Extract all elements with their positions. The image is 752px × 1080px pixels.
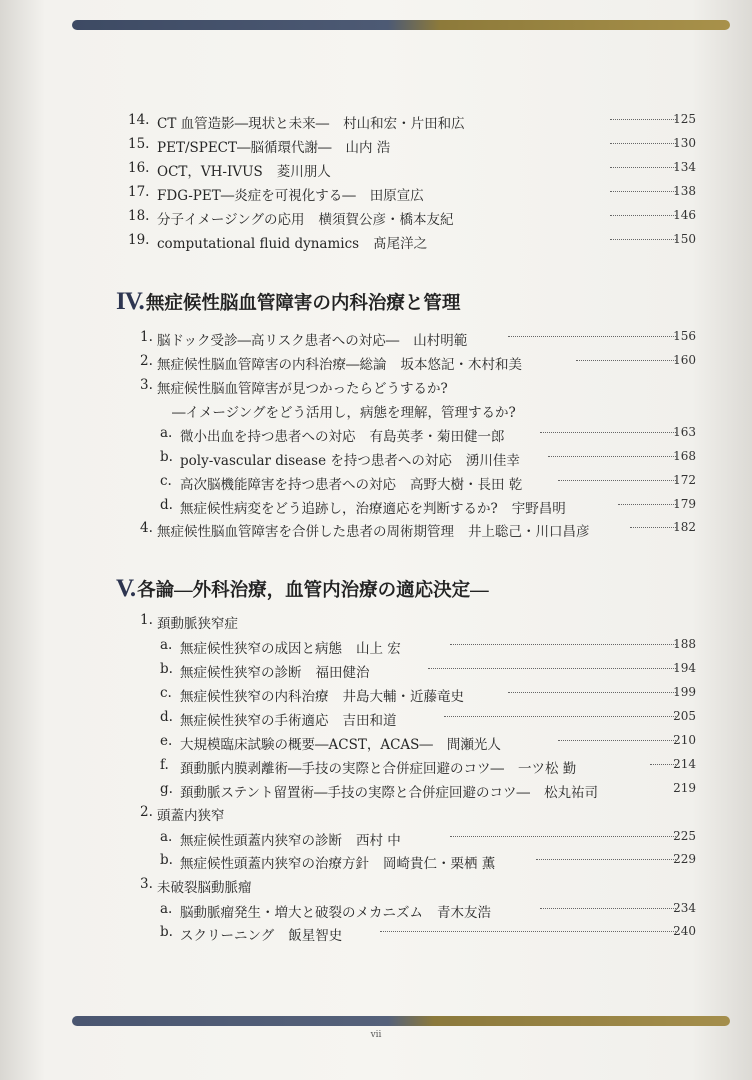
entry-number: 2. bbox=[140, 353, 153, 369]
entry-text bbox=[180, 473, 522, 493]
toc-entry bbox=[0, 709, 752, 731]
entry-number: 14. bbox=[128, 112, 150, 128]
toc-entry bbox=[0, 112, 752, 134]
toc-entry bbox=[0, 829, 752, 851]
entry-title: 無症候性頭蓋内狭窄の診断 bbox=[180, 833, 342, 849]
entry-author: 青木友浩 bbox=[437, 905, 491, 921]
toc-entry bbox=[0, 901, 752, 923]
entry-author: 西村 中 bbox=[356, 833, 401, 849]
entry-number: e. bbox=[160, 733, 173, 749]
entry-number: a. bbox=[160, 637, 173, 653]
entry-text bbox=[157, 612, 238, 632]
entry-text bbox=[180, 449, 520, 469]
entry-text bbox=[180, 757, 576, 777]
toc-entry bbox=[0, 685, 752, 707]
dot-leader bbox=[650, 764, 676, 765]
entry-author: 福田健治 bbox=[315, 665, 370, 681]
entry-title: 分子イメージングの応用 bbox=[157, 212, 305, 228]
entry-title: computational fluid dynamics bbox=[157, 236, 360, 252]
toc-entry bbox=[0, 520, 752, 542]
entry-number: 3. bbox=[140, 876, 153, 892]
entry-number: 16. bbox=[128, 160, 150, 176]
section-heading bbox=[116, 575, 489, 603]
entry-text bbox=[157, 520, 590, 540]
entry-text bbox=[157, 329, 467, 349]
entry-page: 240 bbox=[673, 924, 696, 938]
entry-author: 岡崎貴仁・栗栖 薫 bbox=[383, 856, 496, 872]
entry-author: 山村明範 bbox=[413, 333, 468, 349]
entry-author: 山上 宏 bbox=[356, 641, 401, 657]
entry-page: 188 bbox=[673, 637, 696, 651]
entry-text bbox=[180, 829, 401, 849]
dot-leader bbox=[508, 336, 676, 337]
entry-number: c. bbox=[160, 473, 172, 489]
entry-page: 179 bbox=[673, 497, 696, 511]
entry-number: 15. bbox=[128, 136, 150, 152]
toc-entry bbox=[0, 160, 752, 182]
entry-title: 脳動脈瘤発生・増大と破裂のメカニズム bbox=[180, 905, 423, 921]
entry-page: 219 bbox=[673, 781, 696, 795]
toc-entry bbox=[0, 757, 752, 779]
top-decorative-bar bbox=[72, 20, 730, 30]
entry-title: 無症候性脳血管障害が見つかったらどうするか? bbox=[157, 381, 448, 397]
section-heading bbox=[116, 288, 460, 316]
entry-title: 微小出血を持つ患者への対応 bbox=[180, 429, 356, 445]
entry-author: 湧川佳幸 bbox=[465, 453, 520, 469]
entry-page: 146 bbox=[673, 208, 696, 222]
dot-leader bbox=[450, 644, 676, 645]
entry-text bbox=[180, 733, 501, 753]
entry-text bbox=[157, 208, 454, 228]
dot-leader bbox=[450, 836, 676, 837]
entry-title: 頚動脈ステント留置術―手技の実際と合併症回避のコツ― bbox=[180, 785, 531, 801]
entry-title: FDG-PET―炎症を可視化する― bbox=[157, 188, 356, 204]
entry-author: 井島大輔・近藤竜史 bbox=[342, 689, 464, 705]
page-number: vii bbox=[370, 1030, 382, 1040]
entry-page: 160 bbox=[673, 353, 696, 367]
toc-entry bbox=[0, 781, 752, 803]
toc-entry-continuation bbox=[0, 401, 752, 423]
toc-entry bbox=[0, 637, 752, 659]
entry-title: 無症候性狭窄の内科治療 bbox=[180, 689, 329, 705]
toc-entry bbox=[0, 136, 752, 158]
toc-entry bbox=[0, 852, 752, 874]
entry-number: a. bbox=[160, 901, 173, 917]
toc-entry bbox=[0, 232, 752, 254]
entry-title: 無症候性狭窄の成因と病態 bbox=[180, 641, 342, 657]
entry-page: 210 bbox=[673, 733, 696, 747]
entry-page: 134 bbox=[673, 160, 696, 174]
entry-title: OCT，VH-IVUS bbox=[157, 164, 263, 180]
entry-text bbox=[172, 401, 516, 421]
entry-author: 松丸祐司 bbox=[544, 785, 599, 801]
entry-number: 1. bbox=[140, 612, 153, 628]
dot-leader bbox=[610, 215, 676, 216]
toc-entry bbox=[0, 612, 752, 634]
entry-page: 138 bbox=[673, 184, 696, 198]
entry-author: 坂本悠記・木村和美 bbox=[400, 357, 522, 373]
dot-leader bbox=[558, 480, 676, 481]
entry-text bbox=[180, 901, 491, 921]
entry-text bbox=[157, 136, 390, 156]
entry-page: 229 bbox=[673, 852, 696, 866]
entry-title: 脳ドック受診―高リスク患者への対応― bbox=[157, 333, 400, 349]
entry-text bbox=[157, 353, 522, 373]
bottom-decorative-bar bbox=[72, 1016, 730, 1026]
toc-entry bbox=[0, 449, 752, 471]
entry-author: 一ツ松 勤 bbox=[518, 761, 577, 777]
toc-entry bbox=[0, 804, 752, 826]
dot-leader bbox=[540, 432, 676, 433]
entry-page: 205 bbox=[673, 709, 696, 723]
entry-number: 4. bbox=[140, 520, 153, 536]
entry-title: 無症候性狭窄の手術適応 bbox=[180, 713, 329, 729]
dot-leader bbox=[444, 716, 676, 717]
entry-title: PET/SPECT―脳循環代謝― bbox=[157, 140, 332, 156]
entry-page: 130 bbox=[673, 136, 696, 150]
entry-text bbox=[180, 781, 598, 801]
dot-leader bbox=[508, 692, 676, 693]
entry-text bbox=[180, 924, 342, 944]
entry-number: 3. bbox=[140, 377, 153, 393]
dot-leader bbox=[610, 143, 676, 144]
entry-author: 髙尾洋之 bbox=[373, 236, 428, 252]
entry-text bbox=[157, 804, 225, 824]
toc-entry bbox=[0, 184, 752, 206]
entry-author: 山内 浩 bbox=[345, 140, 391, 156]
entry-title: poly-vascular disease を持つ患者への対応 bbox=[180, 453, 452, 469]
entry-page: 194 bbox=[673, 661, 696, 675]
entry-number: b. bbox=[160, 852, 173, 868]
entry-page: 168 bbox=[673, 449, 696, 463]
entry-text bbox=[180, 661, 370, 681]
entry-title: 無症候性病変をどう追跡し，治療適応を判断するか? bbox=[180, 501, 498, 517]
entry-text bbox=[180, 425, 505, 445]
dot-leader bbox=[610, 119, 676, 120]
entry-page: 172 bbox=[673, 473, 696, 487]
toc-entry bbox=[0, 497, 752, 519]
toc-entry bbox=[0, 377, 752, 399]
entry-author: 宇野昌明 bbox=[511, 501, 566, 517]
entry-number: 2. bbox=[140, 804, 153, 820]
entry-author: 高野大樹・長田 乾 bbox=[410, 477, 523, 493]
dot-leader bbox=[576, 360, 676, 361]
entry-text bbox=[180, 685, 464, 705]
entry-page: 125 bbox=[673, 112, 696, 126]
entry-page: 150 bbox=[673, 232, 696, 246]
dot-leader bbox=[428, 668, 676, 669]
entry-author: 飯星智史 bbox=[288, 928, 343, 944]
dot-leader bbox=[630, 527, 676, 528]
entry-text bbox=[180, 637, 401, 657]
entry-page: 156 bbox=[673, 329, 696, 343]
dot-leader bbox=[540, 908, 676, 909]
dot-leader bbox=[618, 504, 676, 505]
entry-title: スクリーニング bbox=[180, 928, 275, 944]
dot-leader bbox=[380, 931, 676, 932]
entry-text bbox=[157, 184, 424, 204]
entry-page: 225 bbox=[673, 829, 696, 843]
entry-number: 18. bbox=[128, 208, 150, 224]
section-number: IV. bbox=[116, 288, 144, 315]
entry-number: b. bbox=[160, 661, 173, 677]
entry-title: 頚動脈狭窄症 bbox=[157, 616, 238, 632]
entry-number: c. bbox=[160, 685, 172, 701]
section-title: 無症候性脳血管障害の内科治療と管理 bbox=[145, 294, 461, 314]
entry-text bbox=[180, 709, 397, 729]
entry-page: 214 bbox=[673, 757, 696, 771]
entry-author: 有島英孝・菊田健一郎 bbox=[369, 429, 505, 445]
dot-leader bbox=[610, 239, 676, 240]
entry-number: 19. bbox=[128, 232, 150, 248]
section-title: 各論―外科治療，血管内治療の適応決定― bbox=[137, 581, 489, 601]
entry-page: 234 bbox=[673, 901, 696, 915]
entry-title: 頭蓋内狭窄 bbox=[157, 808, 225, 824]
entry-number: g. bbox=[160, 781, 173, 797]
dot-leader bbox=[558, 740, 676, 741]
entry-text bbox=[157, 377, 448, 397]
entry-title: 高次脳機能障害を持つ患者への対応 bbox=[180, 477, 396, 493]
entry-author: 吉田和道 bbox=[342, 713, 397, 729]
section-number: V. bbox=[116, 575, 136, 602]
entry-number: 1. bbox=[140, 329, 153, 345]
entry-text bbox=[180, 497, 566, 517]
entry-author: 田原宣広 bbox=[369, 188, 424, 204]
toc-entry bbox=[0, 661, 752, 683]
toc-entry bbox=[0, 353, 752, 375]
entry-author: 井上聡己・川口昌彦 bbox=[468, 524, 590, 540]
entry-author: 菱川朋人 bbox=[276, 164, 331, 180]
entry-number: b. bbox=[160, 924, 173, 940]
toc-entry bbox=[0, 208, 752, 230]
entry-title: 未破裂脳動脈瘤 bbox=[157, 880, 252, 896]
entry-title: 無症候性脳血管障害を合併した患者の周術期管理 bbox=[157, 524, 454, 540]
entry-number: b. bbox=[160, 449, 173, 465]
entry-number: 17. bbox=[128, 184, 150, 200]
dot-leader bbox=[610, 191, 676, 192]
toc-entry bbox=[0, 473, 752, 495]
entry-author: 横須賀公彦・橋本友紀 bbox=[318, 212, 454, 228]
toc-entry bbox=[0, 924, 752, 946]
toc-entry bbox=[0, 425, 752, 447]
entry-text bbox=[157, 876, 252, 896]
toc-entry bbox=[0, 876, 752, 898]
entry-title: CT 血管造影―現状と未来― bbox=[157, 116, 330, 132]
entry-number: f. bbox=[160, 757, 169, 773]
entry-number: a. bbox=[160, 829, 173, 845]
entry-text bbox=[157, 112, 465, 132]
entry-title: 無症候性狭窄の診断 bbox=[180, 665, 302, 681]
entry-text bbox=[180, 852, 495, 872]
dot-leader bbox=[610, 167, 676, 168]
entry-number: a. bbox=[160, 425, 173, 441]
entry-page: 199 bbox=[673, 685, 696, 699]
entry-title: ―イメージングをどう活用し，病態を理解，管理するか? bbox=[172, 405, 516, 421]
entry-title: 頚動脈内膜剥離術―手技の実際と合併症回避のコツ― bbox=[180, 761, 504, 777]
entry-number: d. bbox=[160, 497, 173, 513]
dot-leader bbox=[548, 456, 676, 457]
entry-author: 村山和宏・片田和広 bbox=[343, 116, 465, 132]
entry-page: 163 bbox=[673, 425, 696, 439]
entry-author: 間瀬光人 bbox=[446, 737, 501, 753]
entry-title: 無症候性脳血管障害の内科治療―総論 bbox=[157, 357, 387, 373]
entry-text bbox=[157, 160, 331, 180]
entry-page: 182 bbox=[673, 520, 696, 534]
entry-text bbox=[157, 232, 427, 252]
dot-leader bbox=[536, 859, 676, 860]
entry-number: d. bbox=[160, 709, 173, 725]
entry-title: 大規模臨床試験の概要―ACST，ACAS― bbox=[180, 737, 433, 753]
entry-title: 無症候性頭蓋内狭窄の治療方針 bbox=[180, 856, 369, 872]
toc-entry bbox=[0, 733, 752, 755]
toc-entry bbox=[0, 329, 752, 351]
